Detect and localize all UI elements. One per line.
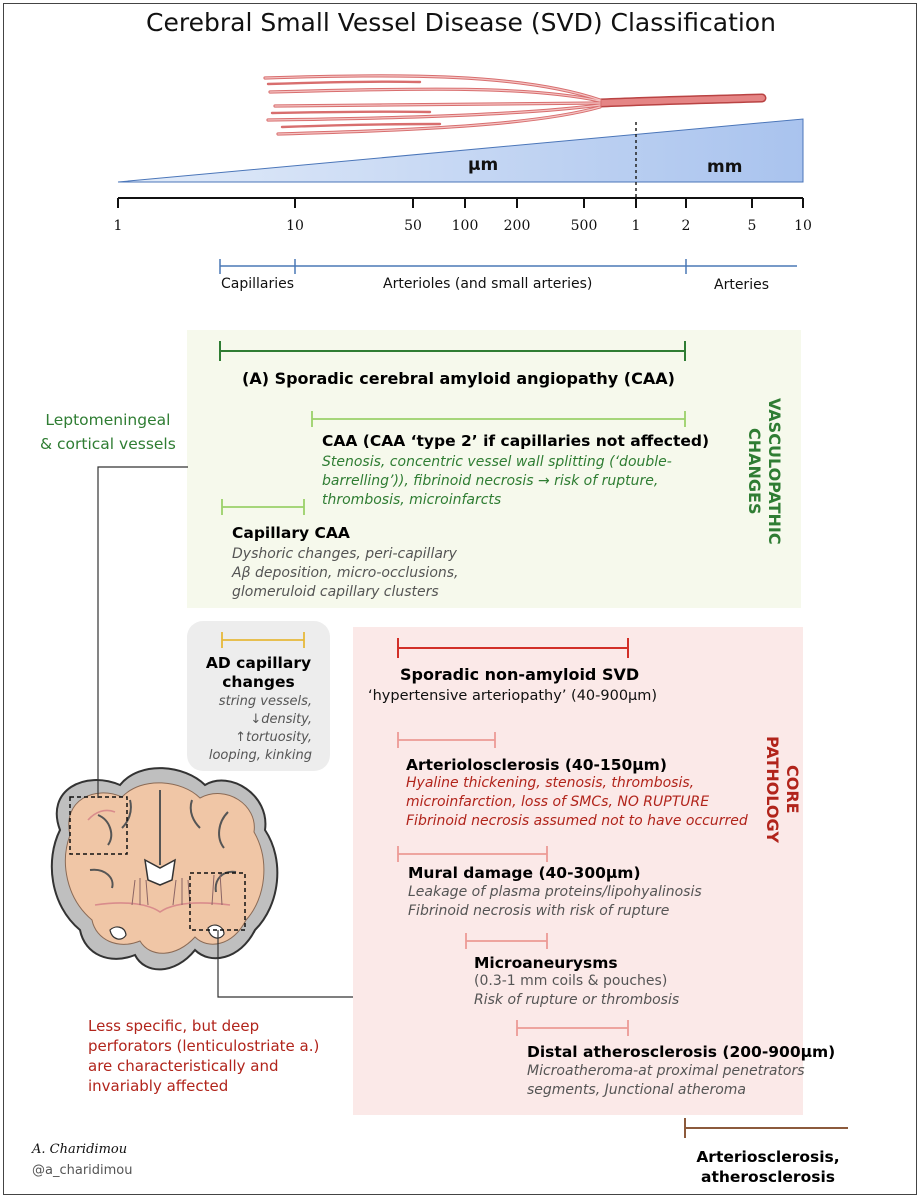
size-axis [118, 198, 803, 208]
vessel-tree-illustration [265, 76, 762, 134]
leptomeningeal-label: Leptomeningeal & cortical vessels [40, 411, 176, 453]
tick-label: 10 [286, 218, 304, 234]
caa-title: CAA (CAA ‘type 2’ if capillaries not affected) [322, 432, 710, 450]
micrometer-label: μm [468, 155, 499, 175]
microaneurysms-title: Microaneurysms [474, 954, 618, 972]
arteries-label: Arteries [714, 277, 769, 293]
tick-label: 5 [747, 218, 757, 234]
core-pathology-side-label: CORE PATHOLOGY [763, 736, 802, 843]
tick-label: 1 [113, 218, 123, 234]
microaneurysms-description: (0.3-1 mm coils & pouches) Risk of rupture or thrombosis [474, 973, 680, 1008]
tick-label: 10 [794, 218, 812, 234]
tick-label: 500 [570, 218, 598, 234]
arteriosclerosis-range-bar [685, 1118, 848, 1138]
arterioles-label: Arterioles (and small arteries) [383, 276, 593, 292]
millimeter-label: mm [707, 157, 743, 177]
ad-description: string vessels, ↓density, ↑tortuosity, looping, kinking [208, 694, 312, 763]
distal-atherosclerosis-title: Distal atherosclerosis (200-900μm) [527, 1043, 836, 1061]
capillary-caa-description: Dyshoric changes, peri-capillary Aβ deposition, micro-occlusions, glomeruloid capillary clusters [232, 546, 459, 600]
ad-title: AD capillary changes [205, 654, 312, 691]
tick-label: 100 [451, 218, 479, 234]
author-signature: A. Charidimou [32, 1142, 128, 1157]
non-amyloid-svd-title: Sporadic non-amyloid SVD [400, 665, 640, 684]
deep-perforators-note: Less specific, but deep perforators (lenticulostriate a.) are characteristically and invariably affected [88, 1017, 320, 1095]
capillaries-label: Capillaries [221, 276, 295, 292]
sporadic-caa-title: (A) Sporadic cerebral amyloid angiopathy (CAA) [242, 369, 675, 388]
caa-description: Stenosis, concentric vessel wall splitting (‘double- barrelling’)), fibrinoid necrosis → risk of rupture, thrombosis, microinfarcts [322, 454, 672, 508]
capillary-caa-title: Capillary CAA [232, 524, 350, 542]
non-amyloid-svd-subtitle: ‘hypertensive arteriopathy’ (40-900μm) [368, 688, 658, 704]
arteriosclerosis-label: Arteriosclerosis, atherosclerosis [696, 1148, 840, 1186]
mural-damage-description: Leakage of plasma proteins/lipohyalinosis Fibrinoid necrosis with risk of rupture [408, 884, 702, 919]
author-handle: @a_charidimou [32, 1163, 133, 1178]
page-title: Cerebral Small Vessel Disease (SVD) Classification [146, 8, 776, 37]
tick-label: 50 [404, 218, 422, 234]
tick-label: 200 [503, 218, 531, 234]
arteriolosclerosis-description: Hyaline thickening, stenosis, thrombosis, microinfarction, loss of SMCs, NO RUPTURE Fibrinoid necrosis assumed not to have occurred [406, 775, 748, 829]
mural-damage-title: Mural damage (40-300μm) [408, 864, 641, 882]
size-scale-wedge [118, 119, 803, 182]
vessel-type-ranges [220, 259, 797, 274]
tick-label: 1 [631, 218, 641, 234]
distal-atherosclerosis-description: Microatheroma-at proximal penetrators segments, Junctional atheroma [527, 1063, 805, 1098]
tick-label: 2 [681, 218, 691, 234]
brain-illustration [52, 768, 278, 969]
vasculopathic-side-label: VASCULOPATHIC CHANGES [745, 398, 784, 545]
ad-range-bar [222, 632, 304, 648]
arteriolosclerosis-title: Arteriolosclerosis (40-150μm) [406, 756, 667, 774]
